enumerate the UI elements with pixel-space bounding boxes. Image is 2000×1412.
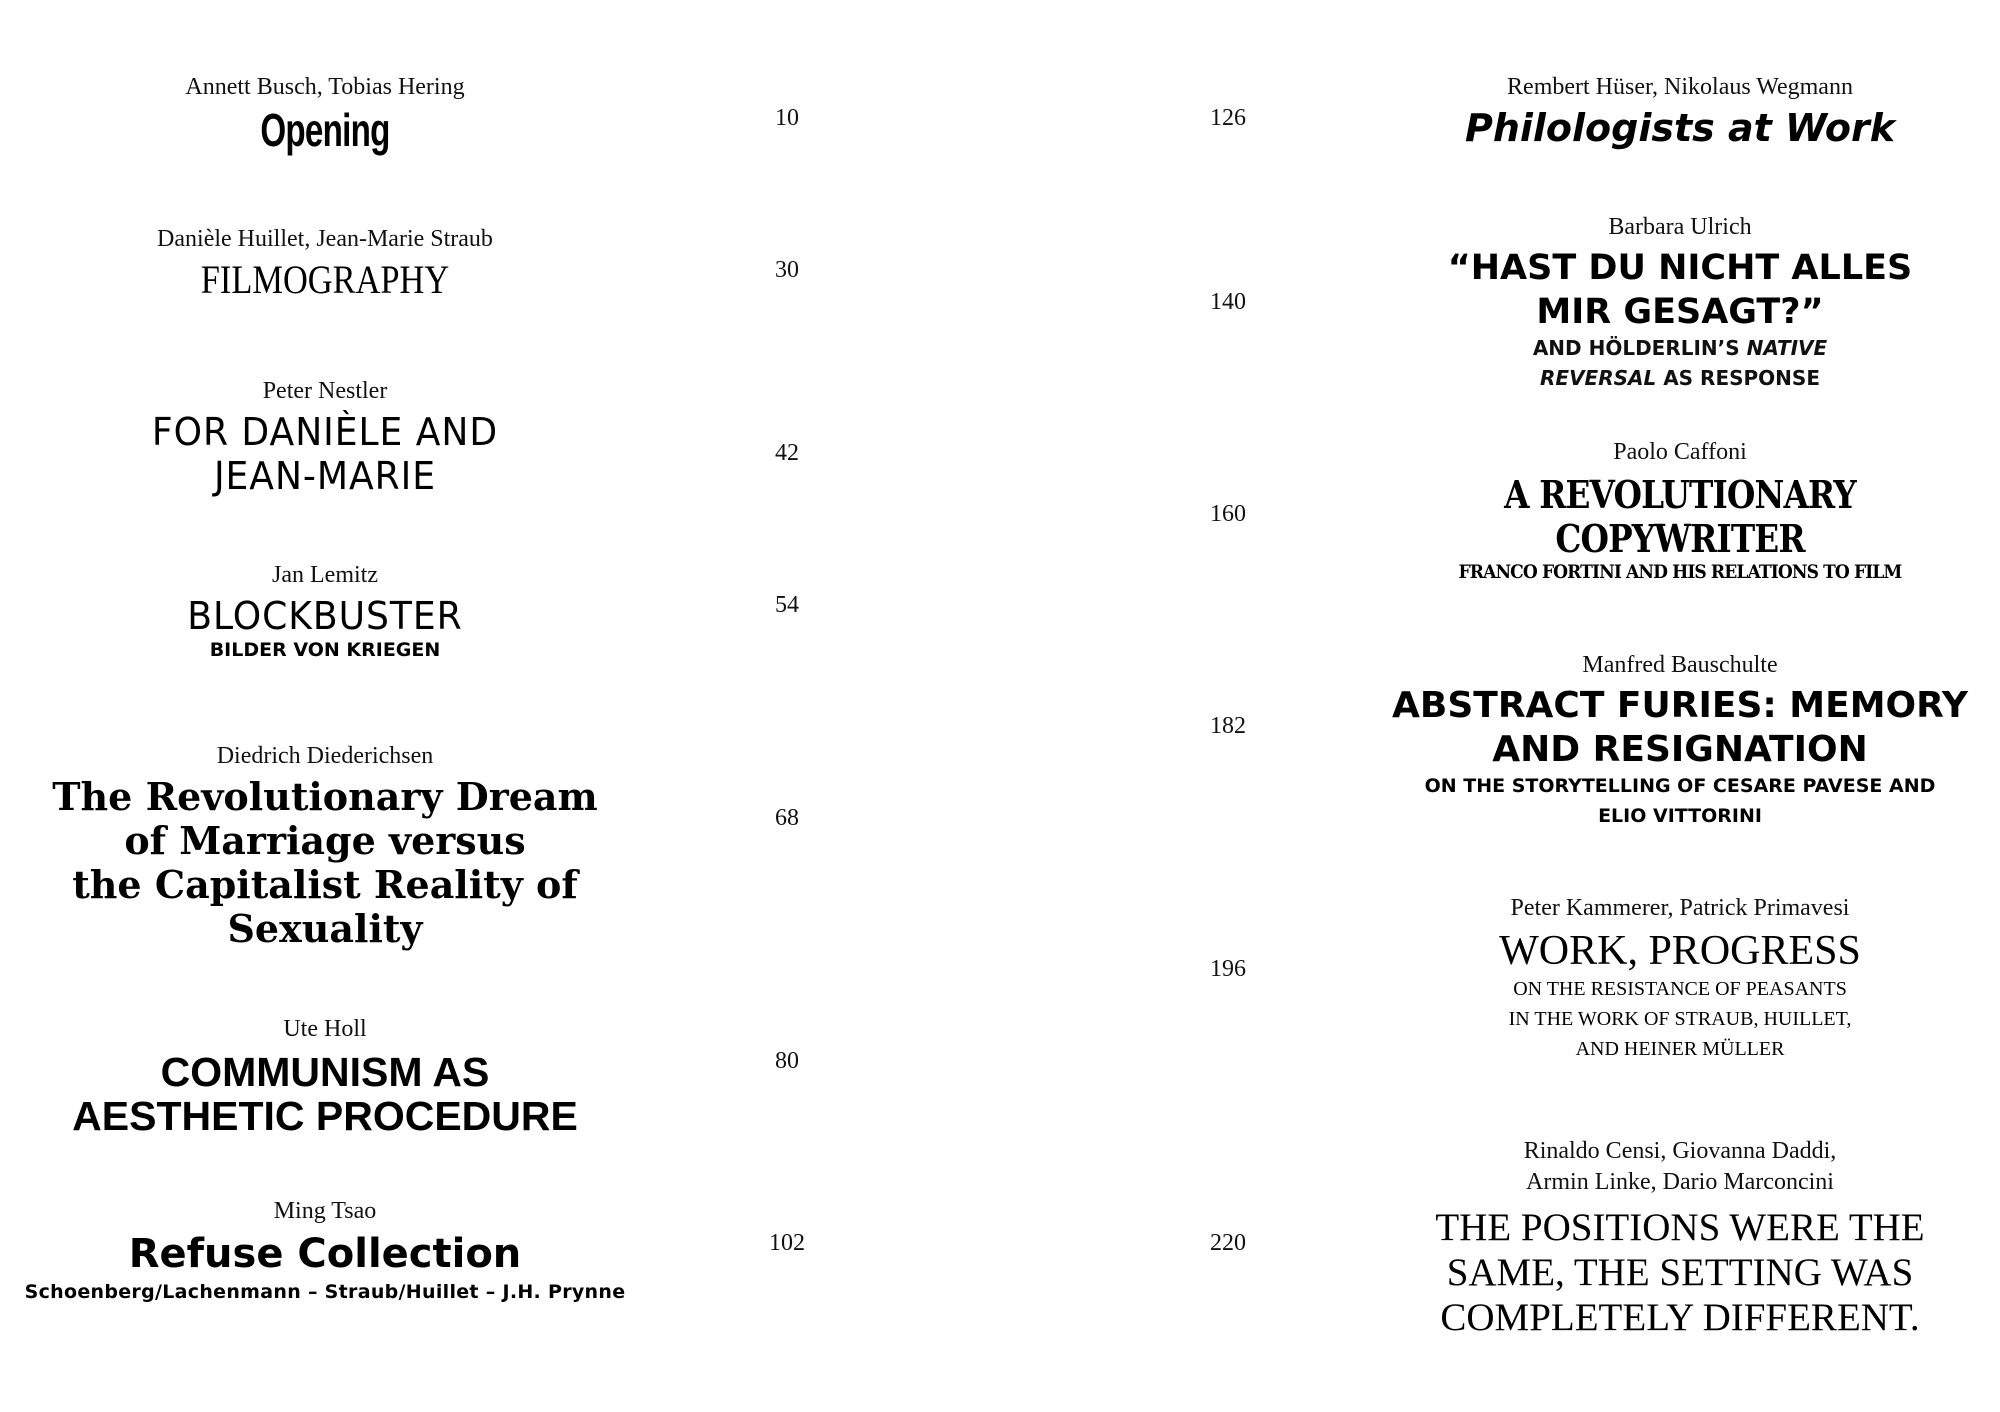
- toc-entry-hast-du: [1340, 212, 2000, 393]
- entry-title-line: FOR DANIÈLE AND: [151, 410, 499, 454]
- entry-title: WORK, PROGRESS: [1499, 928, 1861, 974]
- entry-author: Barbara Ulrich: [1608, 214, 1752, 240]
- entry-title-line: COMPLETELY DIFFERENT.: [1440, 1296, 1920, 1339]
- entry-subtitle: Schoenberg/Lachenmann – Straub/Huillet – J.H. Prynne: [24, 1281, 626, 1303]
- entry-title: Opening: [260, 104, 390, 156]
- page-number: 160: [1210, 501, 1246, 527]
- toc-entry-blockbuster: [0, 560, 665, 663]
- entry-title: Philologists at Work: [1464, 106, 1896, 150]
- entry-author: Armin Linke, Dario Marconcini: [1526, 1169, 1834, 1195]
- toc-entry-abstract-furies: [1340, 650, 2000, 831]
- entry-author: Peter Nestler: [262, 378, 388, 404]
- page-number: 54: [775, 592, 799, 618]
- toc-entry-refuse-collection: [0, 1196, 665, 1305]
- toc-entry-work-progress: [1340, 893, 2000, 1064]
- entry-author: Annett Busch, Tobias Hering: [185, 74, 465, 100]
- entry-author: Manfred Bauschulte: [1582, 652, 1778, 678]
- entry-title-line: The Revolutionary Dream: [52, 774, 598, 819]
- toc-entry-positions: [1340, 1136, 2000, 1339]
- entry-title: Refuse Collection: [128, 1231, 522, 1277]
- toc-entry-filmography: [0, 224, 665, 303]
- toc-entry-opening: [0, 72, 665, 155]
- page-number: 102: [769, 1230, 805, 1256]
- entry-title-line: COMMUNISM AS: [160, 1049, 490, 1095]
- entry-title-line: SAME, THE SETTING WAS: [1446, 1251, 1914, 1294]
- entry-title-line: JEAN-MARIE: [213, 454, 437, 498]
- entry-author: Ming Tsao: [273, 1198, 377, 1224]
- entry-title-line: A REVOLUTIONARY: [1504, 472, 1856, 517]
- entry-title-line: THE POSITIONS WERE THE: [1435, 1206, 1925, 1249]
- page-number: 80: [775, 1048, 799, 1074]
- entry-title-line: COPYWRITER: [1555, 516, 1805, 561]
- entry-title-line: AESTHETIC PROCEDURE: [72, 1093, 578, 1139]
- entry-subtitle: BILDER VON KRIEGEN: [209, 639, 441, 661]
- entry-title: BLOCKBUSTER: [187, 594, 463, 638]
- entry-subtitle-line: ELIO VITTORINI: [1598, 805, 1762, 827]
- entry-author: Paolo Caffoni: [1613, 439, 1747, 465]
- entry-author: Diedrich Diederichsen: [216, 743, 434, 769]
- entry-author: Jan Lemitz: [272, 562, 378, 588]
- entry-subtitle: AND HÖLDERLIN’S NATIVE REVERSAL AS RESPONSE: [1532, 336, 1828, 390]
- entry-title-line: ABSTRACT FURIES: MEMORY: [1392, 685, 1968, 726]
- page-number: 68: [775, 805, 799, 831]
- page-number: 10: [775, 105, 799, 131]
- entry-title: FILMOGRAPHY: [200, 257, 450, 302]
- page-number: 42: [775, 440, 799, 466]
- entry-subtitle-line: ON THE STORYTELLING OF CESARE PAVESE AND: [1424, 775, 1936, 797]
- page-number: 140: [1210, 289, 1246, 315]
- entry-author: Peter Kammerer, Patrick Primavesi: [1510, 895, 1850, 921]
- entry-title-line: the Capitalist Reality of: [72, 862, 578, 907]
- toc-entry-for-daniele: [0, 376, 665, 497]
- entry-title-line: “HAST DU NICHT ALLES: [1447, 248, 1913, 288]
- entry-title-line: MIR GESAGT?”: [1536, 292, 1824, 332]
- entry-title-line: AND RESIGNATION: [1492, 729, 1868, 770]
- toc-entry-revolutionary-dream: [0, 741, 665, 950]
- entry-title-line: of Marriage versus: [124, 818, 526, 863]
- toc-entry-revolutionary-copywriter: [1340, 437, 2000, 584]
- entry-subtitle-line: AND HEINER MÜLLER: [1575, 1038, 1785, 1060]
- page-number: 182: [1210, 713, 1246, 739]
- entry-subtitle-line: ON THE RESISTANCE OF PEASANTS: [1513, 978, 1847, 1000]
- page-number: 126: [1210, 105, 1246, 131]
- page-number: 196: [1210, 956, 1246, 982]
- entry-author: Ute Holl: [283, 1016, 367, 1042]
- toc-entry-communism: [0, 1014, 665, 1137]
- entry-author: Rembert Hüser, Nikolaus Wegmann: [1507, 74, 1853, 100]
- entry-title-line: Sexuality: [227, 906, 423, 951]
- entry-subtitle: FRANCO FORTINI AND HIS RELATIONS TO FILM: [1458, 561, 1902, 583]
- page-number: 220: [1210, 1230, 1246, 1256]
- page-number: 30: [775, 257, 799, 283]
- entry-subtitle-line: IN THE WORK OF STRAUB, HUILLET,: [1508, 1008, 1852, 1030]
- entry-author: Rinaldo Censi, Giovanna Daddi,: [1523, 1138, 1837, 1164]
- entry-author: Danièle Huillet, Jean-Marie Straub: [157, 226, 493, 252]
- toc-entry-philologists: [1340, 72, 2000, 151]
